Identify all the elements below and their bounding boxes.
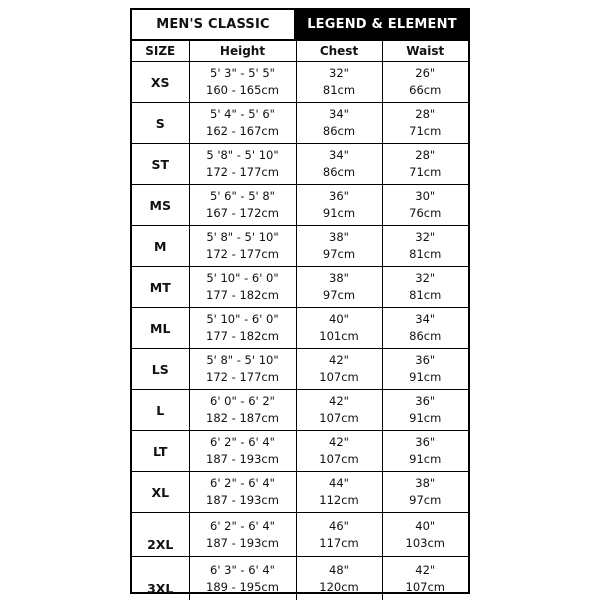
chest-cell [296, 390, 382, 431]
chest-metric: 81cm [322, 83, 356, 97]
height-imperial: 5' 8" - 5' 10" [206, 230, 279, 244]
size-cell: M [132, 226, 189, 267]
waist-imperial: 36" [415, 394, 436, 408]
waist-imperial: 30" [415, 189, 436, 203]
chest-imperial: 38" [329, 271, 349, 285]
column-header-size: SIZE [132, 41, 189, 62]
table-row [132, 144, 468, 185]
height-imperial: 6' 2" - 6' 4" [210, 518, 275, 533]
table-row [132, 557, 468, 600]
height-imperial: 5' 6" - 5' 8" [210, 189, 275, 203]
size-cell: LS [132, 349, 189, 390]
height-cell [189, 267, 296, 308]
height-cell [189, 144, 296, 185]
height-metric: 187 - 193cm [206, 493, 279, 507]
height-imperial: 6' 3" - 6' 4" [210, 562, 275, 577]
size-table [132, 41, 468, 600]
height-cell [189, 513, 296, 557]
size-cell: LT [132, 431, 189, 472]
height-cell [189, 557, 296, 600]
chest-metric: 112cm [319, 493, 359, 507]
column-header-height: Height [189, 41, 296, 62]
height-metric: 182 - 187cm [206, 411, 279, 425]
chest-metric: 97cm [322, 288, 356, 302]
size-cell: ST [132, 144, 189, 185]
height-metric: 172 - 177cm [206, 247, 279, 261]
height-metric: 187 - 193cm [206, 535, 279, 550]
waist-metric: 81cm [409, 288, 442, 302]
waist-imperial: 32" [415, 230, 436, 244]
waist-cell [382, 185, 468, 226]
header-row [132, 41, 468, 62]
chest-metric: 120cm [319, 579, 359, 594]
chest-imperial: 42" [329, 435, 349, 449]
chest-imperial: 36" [329, 189, 349, 203]
chest-metric: 97cm [322, 247, 356, 261]
waist-metric: 97cm [409, 493, 442, 507]
size-cell: L [132, 390, 189, 431]
chest-metric: 86cm [322, 165, 356, 179]
chest-imperial: 48" [329, 562, 349, 577]
mens-classic-title: MEN'S CLASSIC [132, 10, 296, 39]
waist-metric: 86cm [409, 329, 442, 343]
chest-imperial: 34" [329, 107, 349, 121]
height-metric: 189 - 195cm [206, 579, 279, 594]
waist-metric: 81cm [409, 247, 442, 261]
chest-cell [296, 557, 382, 600]
waist-cell [382, 431, 468, 472]
chest-metric: 91cm [322, 206, 356, 220]
waist-imperial: 38" [415, 476, 436, 490]
table-row [132, 472, 468, 513]
height-metric: 187 - 193cm [206, 452, 279, 466]
chest-imperial: 42" [329, 353, 349, 367]
waist-cell [382, 267, 468, 308]
chest-metric: 101cm [319, 329, 359, 343]
waist-imperial: 36" [415, 435, 436, 449]
waist-metric: 66cm [409, 83, 442, 97]
size-cell: 3XL [132, 557, 189, 600]
table-row [132, 390, 468, 431]
chest-cell [296, 226, 382, 267]
chest-metric: 117cm [319, 535, 359, 550]
height-metric: 167 - 172cm [206, 206, 279, 220]
chest-imperial: 38" [329, 230, 349, 244]
column-header-waist: Waist [382, 41, 468, 62]
chest-cell [296, 185, 382, 226]
waist-imperial: 36" [415, 353, 436, 367]
waist-metric: 91cm [409, 370, 442, 384]
waist-cell [382, 349, 468, 390]
waist-cell [382, 557, 468, 600]
size-cell: MT [132, 267, 189, 308]
table-row [132, 62, 468, 103]
height-imperial: 6' 2" - 6' 4" [210, 476, 275, 490]
size-chart [130, 8, 470, 594]
waist-metric: 91cm [409, 452, 442, 466]
waist-imperial: 34" [415, 312, 436, 326]
chest-cell [296, 472, 382, 513]
chest-metric: 107cm [319, 411, 359, 425]
height-metric: 160 - 165cm [206, 83, 279, 97]
chest-cell [296, 349, 382, 390]
table-row [132, 103, 468, 144]
chest-imperial: 34" [329, 148, 349, 162]
waist-metric: 71cm [409, 124, 442, 138]
height-cell [189, 308, 296, 349]
waist-cell [382, 513, 468, 557]
height-imperial: 6' 2" - 6' 4" [210, 435, 275, 449]
height-imperial: 5' 10" - 6' 0" [206, 312, 279, 326]
waist-metric: 71cm [409, 165, 442, 179]
title-row [132, 10, 468, 41]
waist-imperial: 28" [415, 148, 436, 162]
height-metric: 177 - 182cm [206, 329, 279, 343]
chest-cell [296, 308, 382, 349]
height-cell [189, 390, 296, 431]
waist-cell [382, 62, 468, 103]
chest-metric: 107cm [319, 370, 359, 384]
chest-metric: 107cm [319, 452, 359, 466]
height-imperial: 5' 10" - 6' 0" [206, 271, 279, 285]
table-row [132, 226, 468, 267]
size-cell: MS [132, 185, 189, 226]
waist-metric: 103cm [405, 535, 445, 550]
height-metric: 162 - 167cm [206, 124, 279, 138]
height-imperial: 5' 4" - 5' 6" [210, 107, 275, 121]
chest-cell [296, 144, 382, 185]
height-cell [189, 349, 296, 390]
chest-cell [296, 267, 382, 308]
table-row [132, 349, 468, 390]
waist-imperial: 28" [415, 107, 436, 121]
waist-cell [382, 472, 468, 513]
height-metric: 172 - 177cm [206, 165, 279, 179]
waist-cell [382, 390, 468, 431]
chest-imperial: 42" [329, 394, 349, 408]
height-cell [189, 185, 296, 226]
size-cell: 2XL [132, 513, 189, 557]
waist-imperial: 32" [415, 271, 436, 285]
waist-metric: 91cm [409, 411, 442, 425]
chest-cell [296, 513, 382, 557]
size-cell: XL [132, 472, 189, 513]
waist-cell [382, 144, 468, 185]
table-row [132, 267, 468, 308]
chest-imperial: 32" [329, 66, 349, 80]
waist-cell [382, 308, 468, 349]
height-cell [189, 226, 296, 267]
height-imperial: 5 '8" - 5' 10" [206, 148, 279, 162]
height-imperial: 6' 0" - 6' 2" [210, 394, 275, 408]
chest-cell [296, 62, 382, 103]
height-metric: 172 - 177cm [206, 370, 279, 384]
size-cell: S [132, 103, 189, 144]
size-cell: ML [132, 308, 189, 349]
chest-cell [296, 431, 382, 472]
height-imperial: 5' 3" - 5' 5" [210, 66, 275, 80]
legend-element-title: LEGEND & ELEMENT [296, 10, 468, 39]
size-cell: XS [132, 62, 189, 103]
table-row [132, 185, 468, 226]
table-row [132, 513, 468, 557]
height-metric: 177 - 182cm [206, 288, 279, 302]
height-cell [189, 472, 296, 513]
chest-metric: 86cm [322, 124, 356, 138]
height-cell [189, 103, 296, 144]
height-cell [189, 431, 296, 472]
waist-metric: 107cm [405, 579, 445, 594]
chest-imperial: 44" [329, 476, 349, 490]
height-imperial: 5' 8" - 5' 10" [206, 353, 279, 367]
height-cell [189, 62, 296, 103]
waist-imperial: 42" [415, 562, 436, 577]
waist-imperial: 26" [415, 66, 436, 80]
table-row [132, 308, 468, 349]
waist-cell [382, 103, 468, 144]
waist-imperial: 40" [415, 518, 436, 533]
chest-cell [296, 103, 382, 144]
column-header-chest: Chest [296, 41, 382, 62]
waist-metric: 76cm [409, 206, 442, 220]
chest-imperial: 40" [329, 312, 349, 326]
chest-imperial: 46" [329, 518, 349, 533]
waist-cell [382, 226, 468, 267]
table-row [132, 431, 468, 472]
